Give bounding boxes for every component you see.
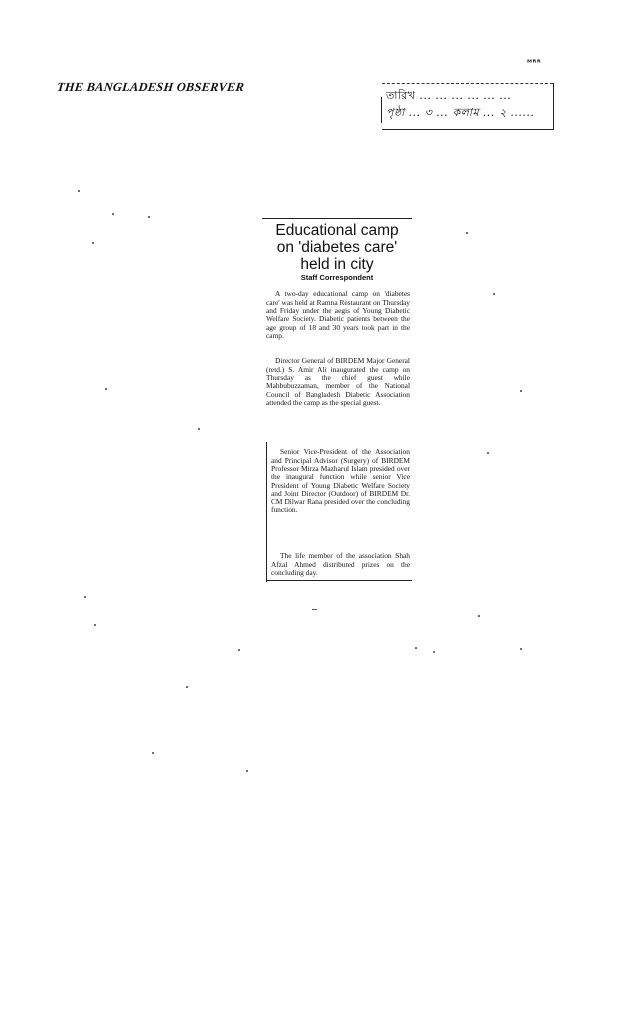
clipping-bottom-rule [266,580,412,581]
clipping-side-rule [266,442,267,582]
scan-speck [246,770,248,772]
stamp-top-rule [382,83,553,84]
scan-speck [493,293,495,295]
scan-speck [520,648,522,650]
scan-speck [198,428,200,430]
scan-speck [186,686,188,688]
clipping-top-rule [262,218,412,219]
scan-speck [466,232,468,234]
headline-line-1: Educational camp [275,222,399,239]
scan-speck [78,190,80,192]
scan-speck [105,388,107,390]
scan-speck [84,596,86,598]
article-headline [262,222,412,273]
scan-speck [312,609,317,610]
scan-speck [152,752,154,754]
article-paragraph: The life member of the association Shah Afzal Ahmed distributed prizes on the concluding day. [271,551,410,577]
date-page-stamp [382,83,554,130]
scan-speck [94,624,96,626]
headline-line-3: held in city [300,256,374,273]
article-paragraph: Director General of BIRDEM Major General (retd.) S. Amir Ali inaugurated the camp on Thursday as the chief guest while Mahbubuzzaman, member of the National Council of Bangladesh Diabetic Association attended the camp as the special guest. [266,356,410,407]
stamp-date-line: তারিখ ... ... ... ... ... ... [386,89,512,102]
article-paragraph: A two-day educational camp on 'diabetes care' was held at Ramna Restaurant on Thursday and Friday under the aegis of Young Diabetic Welfare Society. Diabetic patients between the age group of 18 and 30 years took part in the camp. [266,289,410,340]
corner-mark: ᴹᴿᴿ [527,58,542,67]
article-byline: Staff Correspondent [300,273,374,282]
scan-speck [92,242,94,244]
scan-speck [238,649,240,651]
article-paragraph: Senior Vice-President of the Association and Principal Advisor (Surgery) of BIRDEM Professor Mirza Mazharul Islam presided over the inaugural function while senior Vice President of Young Diabetic Welfare Society and Joint Director (Outdoor) of BIRDEM Dr. CM Dilwar Rana presided over the concluding function. [271,447,410,515]
stamp-page-column-line: পৃষ্ঠা ... ৩ ... কলাম ... ২ ...... [386,106,535,119]
stamp-left-rule [381,97,382,123]
scan-speck [520,390,522,392]
scan-speck [112,213,114,215]
newspaper-masthead: THE BANGLADESH OBSERVER [56,80,245,94]
scan-speck [433,651,435,653]
scan-speck [415,647,417,649]
scan-speck [478,615,480,617]
scan-speck [148,216,150,218]
headline-line-2: on 'diabetes care' [276,239,398,256]
scan-speck [487,452,489,454]
article-clipping [262,218,412,584]
